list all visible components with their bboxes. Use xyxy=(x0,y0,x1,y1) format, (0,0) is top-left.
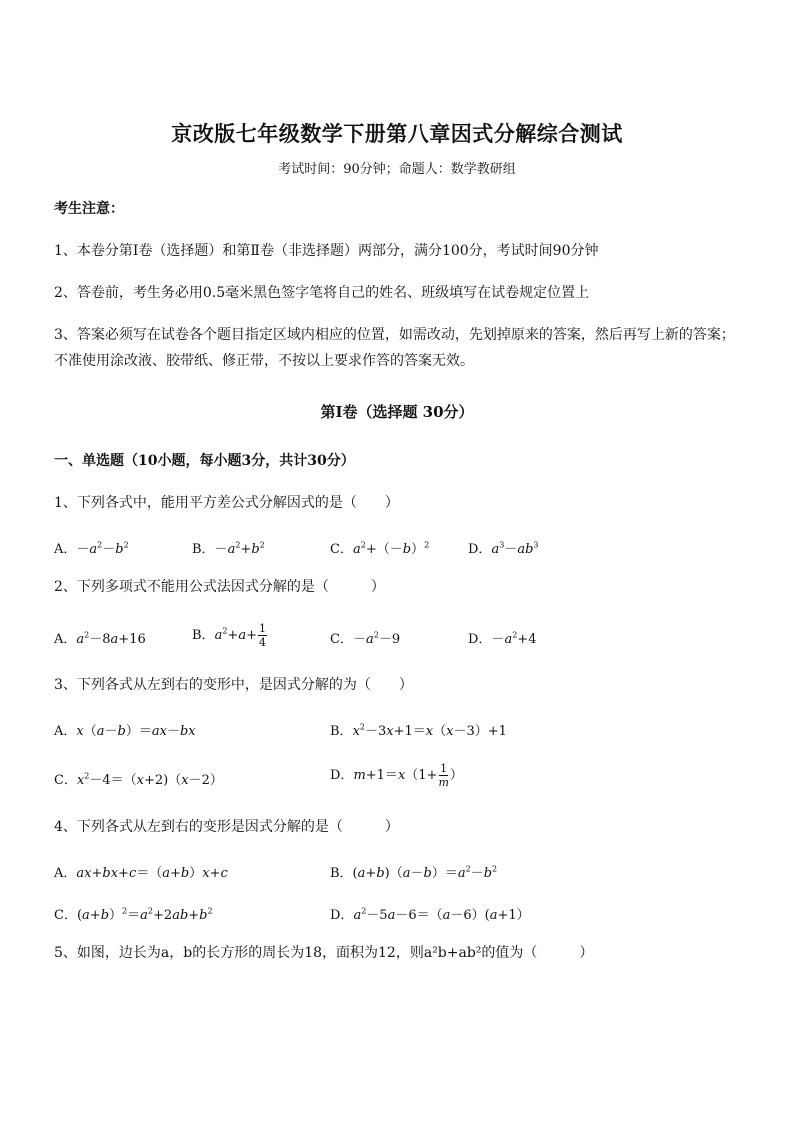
q2-option-d: D．$-a^2+4$ xyxy=(468,630,537,647)
q2-option-b: B．$a^2+a+$ $\frac{1}{4}$ xyxy=(192,622,266,649)
notice-item-3: 3、答案必须写在试卷各个题目指定区域内相应的位置，如需改动，先划掉原来的答案，然后再写上新的答案；不准使用涂改液、胶带纸、修正带，不按以上要求作答的答案无效。 xyxy=(54,327,735,369)
q2-option-c: C．$-a^2-9$ xyxy=(330,630,401,647)
q2-option-a: A．$a^2-8a+16$ xyxy=(54,630,146,647)
question-4-stem: 4、下列各式从左到右的变形是因式分解的是（ ） xyxy=(54,819,399,835)
q4-option-b: B．$(a+b)(a-b)=a^2-b^2$ xyxy=(330,864,498,881)
q4-option-c: C．$(a+b)^2=a^2+2ab+b^2$ xyxy=(54,906,213,923)
q3-option-d: D．m+1＝x（1+ $\frac{1}{m}$ ） xyxy=(330,762,463,789)
q1-option-a: A．$-a^2-b^2$ xyxy=(54,540,129,557)
question-1-stem: 1、下列各式中，能用平方差公式分解因式的是（ ） xyxy=(54,495,399,511)
q3-option-a: A．x（a－b）＝ax－bx xyxy=(54,724,196,739)
q3-option-b: B．$x^2-3x+1=x(x-3)+1$ xyxy=(330,722,507,739)
q3-option-c: C．$x^2-4=(x+2)(x-2)$ xyxy=(54,771,223,788)
question-3-stem: 3、下列各式从左到右的变形中，是因式分解的为（ ） xyxy=(54,677,413,693)
section-title: 第Ⅰ卷（选择题 30分） xyxy=(320,403,474,421)
notice-item-2: 2、答卷前，考生务必用0.5毫米黑色签字笔将自己的姓名、班级填写在试卷规定位置上 xyxy=(54,285,590,301)
question-5-stem: 5、如图，边长为a，b的长方形的周长为18，面积为12，则a²b+ab²的值为（ ） xyxy=(54,945,594,961)
q4-option-a: A．ax+bx+c＝（a+b）x+c xyxy=(54,866,228,881)
question-2-stem: 2、下列多项式不能用公式法因式分解的是（ ） xyxy=(54,579,385,595)
notice-item-1: 1、本卷分第Ⅰ卷（选择题）和第Ⅱ卷（非选择题）两部分，满分100分，考试时间90分钟 xyxy=(54,243,599,259)
q1-option-c: C．$a^2+(-b)^2$ xyxy=(330,540,430,557)
exam-info: 考试时间：90分钟；命题人：数学教研组 xyxy=(278,162,516,177)
part-title: 一、单选题（10小题，每小题3分，共计30分） xyxy=(54,453,355,469)
q1-option-d: D．$a^3-ab^3$ xyxy=(468,540,539,557)
page-title: 京改版七年级数学下册第八章因式分解综合测试 xyxy=(171,121,623,146)
q1-option-b: B．$-a^2+b^2$ xyxy=(192,540,265,557)
q4-option-d: D．$a^2-5a-6=(a-6)(a+1)$ xyxy=(330,906,530,923)
notice-heading: 考生注意： xyxy=(54,201,124,217)
